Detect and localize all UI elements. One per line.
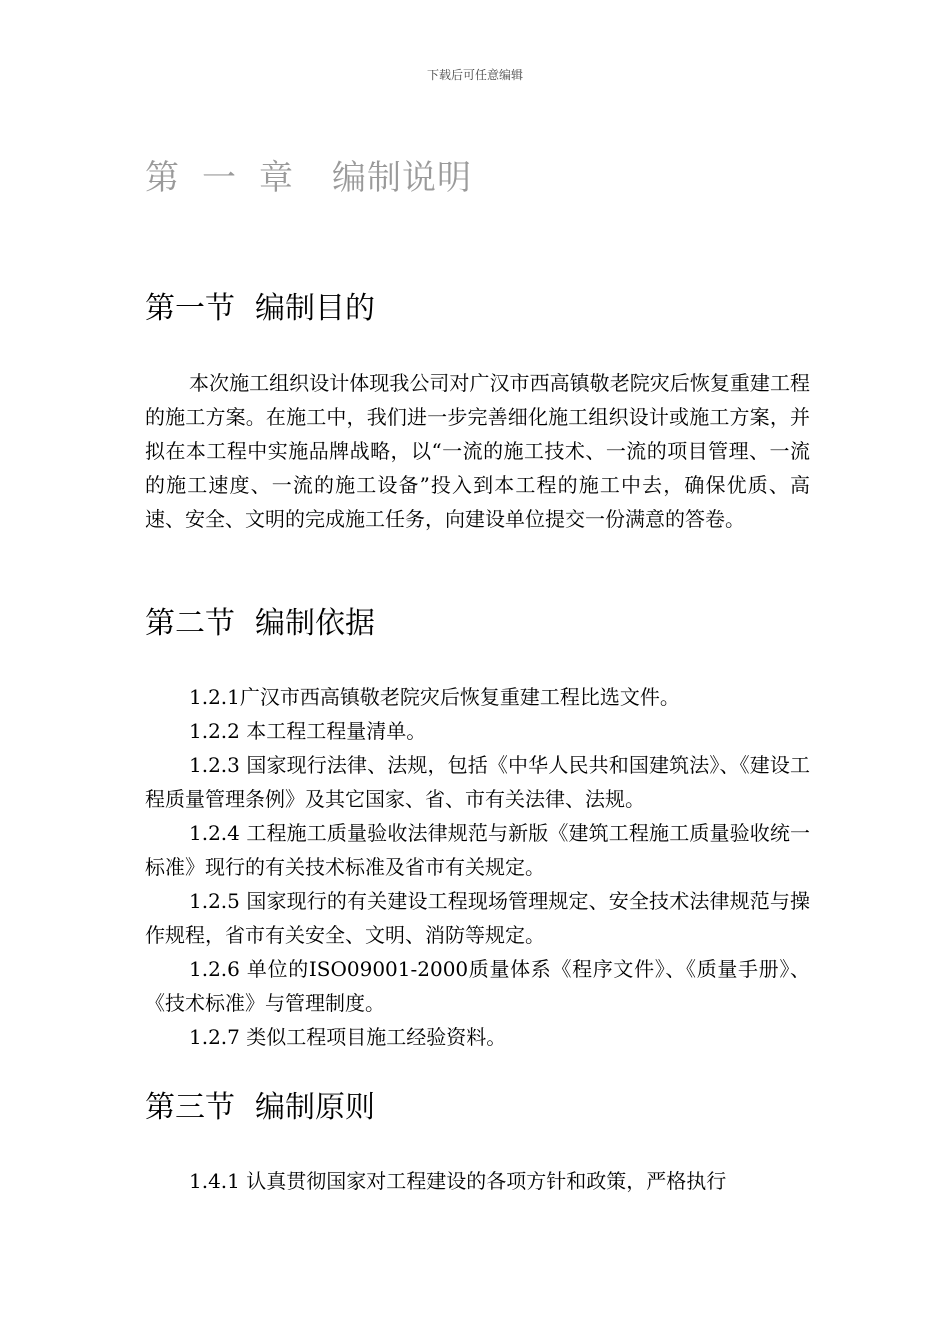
basis-item: 1.2.4 工程施工质量验收法律规范与新版《建筑工程施工质量验收统一标准》现行的有关技术标准及省市有关规定。 bbox=[145, 821, 810, 879]
purpose-paragraph: 本次施工组织设计体现我公司对广汉市西高镇敬老院灾后恢复重建工程的施工方案。在施工中，我们进一步完善细化施工组织设计或施工方案，并拟在本工程中实施品牌战略，以“一流的施工技术、一流的项目管理、一流的施工速度、一流的施工设备”投入到本工程的施工中去，确保优质、高速、安全、文明的完成施工任务，向建设单位提交一份满意的答卷。 bbox=[145, 371, 810, 531]
chapter-number-part: 第 bbox=[145, 158, 180, 198]
chapter-number-part: 一 bbox=[202, 158, 237, 198]
section-title-purpose bbox=[145, 283, 375, 327]
basis-item: 1.2.3 国家现行法律、法规，包括《中华人民共和国建筑法》、《建设工程质量管理条例》及其它国家、省、市有关法律、法规。 bbox=[145, 753, 810, 811]
basis-item: 1.2.2 本工程工程量清单。 bbox=[189, 719, 427, 743]
basis-item: 1.2.6 单位的ISO09001-2000质量体系《程序文件》、《质量手册》、《技术标准》与管理制度。 bbox=[145, 957, 810, 1015]
section-label: 第一节 bbox=[145, 291, 235, 326]
chapter-number-part: 章 bbox=[259, 158, 294, 198]
chapter-title bbox=[145, 150, 472, 199]
section-name: 编制原则 bbox=[255, 1090, 375, 1125]
section-name: 编制目的 bbox=[255, 291, 375, 326]
chapter-number bbox=[145, 158, 316, 198]
page-header-note: 下载后可任意编辑 bbox=[426, 68, 523, 82]
section-title-basis bbox=[145, 598, 375, 642]
basis-item: 1.2.5 国家现行的有关建设工程现场管理规定、安全技术法律规范与操作规程，省市有关安全、文明、消防等规定。 bbox=[145, 889, 810, 947]
basis-item: 1.2.7 类似工程项目施工经验资料。 bbox=[189, 1025, 507, 1049]
principles-item: 1.4.1 认真贯彻国家对工程建设的各项方针和政策，严格执行 bbox=[189, 1169, 727, 1193]
section-name: 编制依据 bbox=[255, 606, 375, 641]
chapter-name: 编制说明 bbox=[332, 158, 472, 198]
section-label: 第三节 bbox=[145, 1090, 235, 1125]
basis-item: 1.2.1广汉市西高镇敬老院灾后恢复重建工程比选文件。 bbox=[189, 685, 680, 709]
section-title-principles bbox=[145, 1082, 375, 1126]
section-label: 第二节 bbox=[145, 606, 235, 641]
